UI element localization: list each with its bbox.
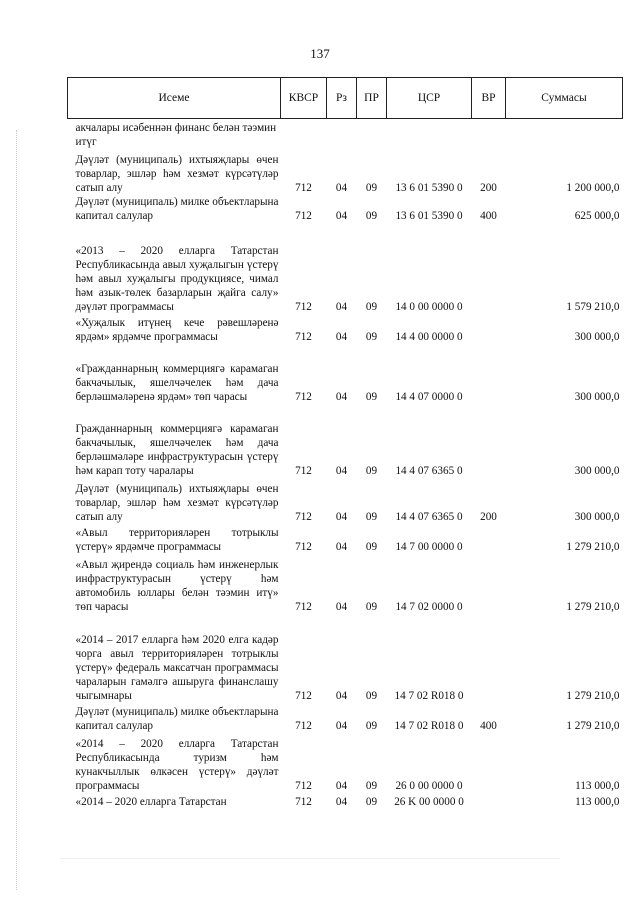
row-kvsr: 712 [295,796,312,808]
row-kvsr: 712 [295,601,312,613]
row-name: Гражданнарның коммерциягә карамаган бакчачылык, яшелчәчелек һәм дача берләшмәләре инфраструктурасын үстерү һәм карап тоту чаралары [75,423,279,477]
row-rz: 04 [335,301,348,313]
row-pr: 09 [365,182,378,194]
table-row [68,344,623,404]
row-vr [472,524,506,554]
row-csr: 14 4 07 6365 0 [395,511,463,523]
row-name: «Авыл җирендә социаль һәм инженерлык инфраструктурасын үстерү һәм автомобиль юллары белән тәэмин итү» төп чарасы [75,559,279,613]
row-vr: 400 [480,720,497,732]
row-name: Дәүләт (муниципаль) милке объектларына капитал салулар [75,196,279,222]
table-row [68,223,623,314]
budget-table [67,77,623,809]
table-row [68,703,623,733]
row-pr: 09 [365,465,378,477]
row-csr: 14 7 02 R018 0 [394,690,464,702]
row-vr [472,404,506,478]
row-name: «2014 – 2020 елларга Татарстан Республикасында туризм һәм кунакчыллык өлкәсен үстерү» дәүләт программасы [75,738,279,792]
row-rz: 04 [335,796,348,808]
row-pr: 09 [365,391,378,403]
header-rz: Рз [327,78,357,119]
row-sum: 113 000,0 [575,796,620,808]
header-sum: Суммасы [506,78,623,119]
row-sum [506,119,623,150]
row-pr: 09 [365,601,378,613]
row-sum: 1 200 000,0 [566,182,620,194]
row-pr: 09 [365,331,378,343]
row-rz: 04 [335,780,348,792]
row-sum: 1 279 210,0 [566,601,620,613]
row-pr: 09 [365,541,378,553]
row-csr: 26 K 00 0000 0 [394,796,464,808]
row-name: Дәүләт (муниципаль) милке объектларына капитал салулар [75,706,279,732]
row-sum: 113 000,0 [575,780,620,792]
row-rz: 04 [335,331,348,343]
table-row [68,195,623,223]
row-csr: 13 6 01 5390 0 [395,182,463,194]
row-sum: 300 000,0 [574,465,620,477]
row-csr: 26 0 00 0000 0 [395,780,463,792]
row-rz: 04 [335,465,348,477]
row-sum: 300 000,0 [574,391,620,403]
row-rz: 04 [335,511,348,523]
row-name: Дәүләт (муниципаль) ихтыяҗлары өчен товарлар, эшләр һәм хезмәт күрсәтүләр сатып алу [75,154,279,194]
table-row [68,314,623,344]
row-csr: 14 4 00 0000 0 [395,331,463,343]
row-kvsr: 712 [295,720,312,732]
row-sum: 1 279 210,0 [566,690,620,702]
row-csr: 14 4 07 6365 0 [395,465,463,477]
row-kvsr: 712 [295,465,312,477]
row-csr: 13 6 01 5390 0 [395,210,463,222]
row-vr [472,554,506,614]
row-sum: 300 000,0 [574,511,620,523]
row-csr: 14 7 02 R018 0 [394,720,464,732]
row-pr: 09 [365,511,378,523]
table-row [68,478,623,524]
row-kvsr [281,119,327,150]
row-sum: 1 579 210,0 [566,301,620,313]
row-vr: 400 [480,210,497,222]
row-vr [472,614,506,703]
header-name: Исеме [68,78,281,119]
row-rz: 04 [335,720,348,732]
row-pr: 09 [365,780,378,792]
row-kvsr: 712 [295,331,312,343]
row-pr: 09 [365,301,378,313]
row-pr: 09 [365,720,378,732]
row-pr [357,119,387,150]
row-name: «Авыл территорияләрен тотрыклы үстерү» ярдәмче программасы [75,527,279,553]
row-kvsr: 712 [295,780,312,792]
scan-bottom-line [60,858,560,859]
row-name: «Хуҗалык итүнең кече рәвешләренә ярдәм» ярдәмче программасы [75,317,279,343]
row-rz: 04 [335,690,348,702]
row-vr [472,314,506,344]
header-pr: ПР [357,78,387,119]
table-row [68,554,623,614]
row-rz [327,119,357,150]
row-rz: 04 [335,210,348,222]
row-name: «2014 – 2020 елларга Татарстан [75,796,227,808]
row-kvsr: 712 [295,301,312,313]
scan-edge-line [16,130,18,890]
table-header-row [68,78,623,119]
header-kvsr: КВСР [281,78,327,119]
row-rz: 04 [335,391,348,403]
row-name: «2014 – 2017 елларга һәм 2020 елга кадәр чорга авыл территорияләрен тотрыклы үстерү» федераль максатчан программасы чараларын гамәлгә ашыруга финанслашу чыгымнары [75,634,279,702]
row-pr: 09 [365,796,378,808]
row-name: акчалары исәбеннән финанс белән тәэмин итүг [75,122,277,148]
row-csr: 14 0 00 0000 0 [395,301,463,313]
row-kvsr: 712 [295,690,312,702]
row-sum: 1 279 210,0 [566,720,620,732]
row-rz: 04 [335,601,348,613]
row-csr: 14 4 07 0000 0 [395,391,463,403]
row-name: «Гражданнарның коммерциягә карамаган бакчачылык, яшелчәчелек һәм дача берләшмәләренә ярдәм» төп чарасы [75,363,279,403]
row-kvsr: 712 [295,182,312,194]
row-vr: 200 [480,511,497,523]
table-row [68,524,623,554]
row-sum: 625 000,0 [574,210,620,222]
row-csr: 14 7 02 0000 0 [395,601,463,613]
row-csr [387,119,472,150]
row-csr: 14 7 00 0000 0 [395,541,463,553]
row-rz: 04 [335,541,348,553]
row-kvsr: 712 [295,541,312,553]
row-vr [472,223,506,314]
table-row [68,793,623,809]
table-row [68,119,623,150]
row-vr [472,119,506,150]
table-row [68,614,623,703]
row-vr [472,793,506,809]
table-row [68,404,623,478]
table-row [68,733,623,793]
row-name: Дәүләт (муниципаль) ихтыяҗлары өчен товарлар, эшләр һәм хезмәт күрсәтүләр сатып алу [75,483,279,523]
row-pr: 09 [365,690,378,702]
row-kvsr: 712 [295,511,312,523]
row-sum: 1 279 210,0 [566,541,620,553]
header-vr: ВР [472,78,506,119]
row-name: «2013 – 2020 елларга Татарстан Республикасында авыл хуҗалыгын үстерү һәм авыл хуҗалыгы продукциясе, чимал һәм азык-төлек базарларын җайга салу» дәүләт программасы [75,245,279,313]
row-vr: 200 [480,182,497,194]
page-number: 137 [310,46,330,61]
row-sum: 300 000,0 [574,331,620,343]
row-vr [472,733,506,793]
table-row [68,149,623,195]
row-rz: 04 [335,182,348,194]
header-csr: ЦСР [387,78,472,119]
row-kvsr: 712 [295,210,312,222]
row-pr: 09 [365,210,378,222]
row-kvsr: 712 [295,391,312,403]
row-vr [472,344,506,404]
